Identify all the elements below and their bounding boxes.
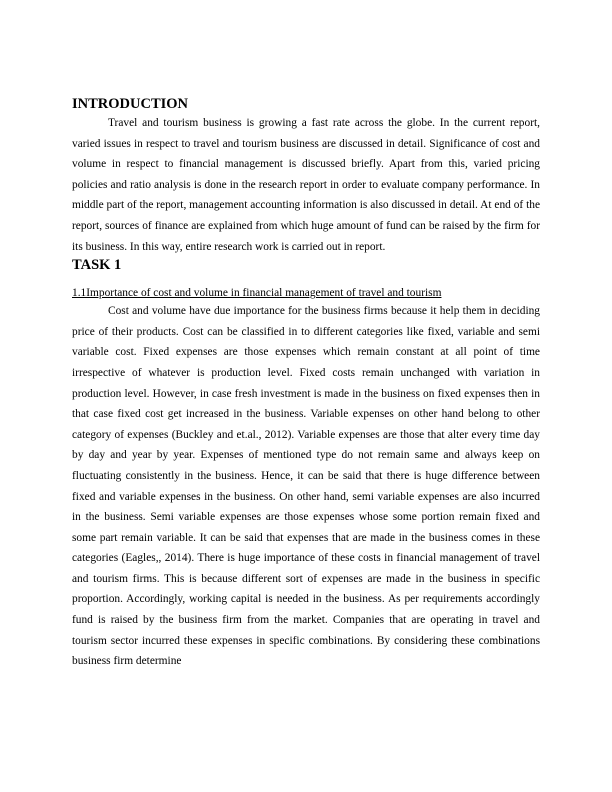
introduction-heading: INTRODUCTION <box>72 96 189 112</box>
task1-paragraph: Cost and volume have due importance for the business firms because it help them in deciding price of their products. Cost can be classified in to different categories like fixed, variable and semi variable cost. Fixed expenses are those expenses which remain constant at all point of time irrespective of whatever is production level. Fixed costs remain unchanged with variation in production level. However, in case fresh investment is made in the business on fixed expenses then in that case fixed cost get increased in the business. Variable expenses on other hand belong to other category of expenses (Buckley and et.al., 2012). Variable expenses are those that alter every time day by day and year by year. Expenses of mentioned type do not remain same and always keep on fluctuating consistently in the business. Hence, it can be said that there is huge difference between fixed and variable expenses in the business. On other hand, semi variable expenses are also incurred in the business. Semi variable expenses are those expenses whose some portion remain fixed and some part remain variable. It can be said that expenses that are made in the business comes in these categories (Eagles,, 2014). There is huge importance of these costs in financial management of travel and tourism firms. This is because different sort of expenses are made in the business in specific proportion. Accordingly, working capital is needed in the business. As per requirements accordingly fund is raised by the business firm from the market. Companies that are operating in travel and tourism sector incurred these expenses in specific combinations. By considering these combinations business firm determine <box>72 305 540 668</box>
introduction-paragraph: Travel and tourism business is growing a fast rate across the globe. In the current report, varied issues in respect to travel and tourism business are discussed in detail. Significance of cost and volume in respect to financial management is discussed briefly. Apart from this, varied pricing policies and ratio analysis is done in the research report in order to evaluate company performance. In middle part of the report, management accounting information is also discussed in detail. At end of the report, sources of finance are explained from which huge amount of fund can be raised by the firm for its business. In this way, entire research work is carried out in report. <box>72 117 540 253</box>
task1-heading: TASK 1 <box>72 257 122 274</box>
page-content <box>72 96 540 672</box>
task1-subheading: 1.1Importance of cost and volume in financial management of travel and tourism <box>72 287 442 300</box>
